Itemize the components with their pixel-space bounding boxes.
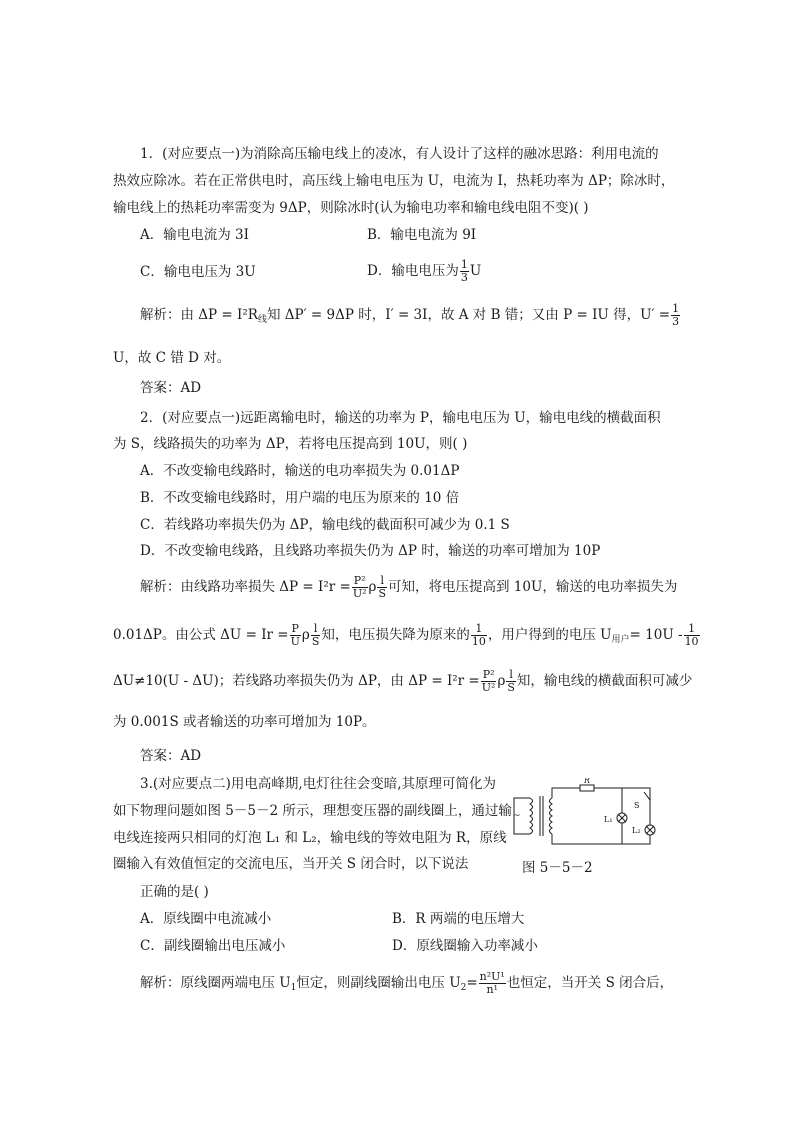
figure-caption: 图 5－5－2 (522, 860, 593, 876)
q2-analysis-line4: 为 0.001S 或者输送的功率可增加为 10P。 (113, 714, 376, 730)
lamp-l1 (617, 813, 627, 823)
q2-an1-rho: ρ (368, 579, 377, 595)
fraction-numerator: P² (482, 668, 495, 681)
q2-analysis-line1 (140, 570, 677, 604)
q3-option-c: C．副线圈输出电压减小 (140, 938, 286, 954)
fraction-denominator: S (378, 587, 386, 600)
fraction-numerator: 1 (684, 623, 700, 636)
q2-an3-text-a: ΔU≠10(U - ΔU)；若线路功率损失仍为 ΔP，由 ΔP = I²r = (113, 673, 480, 689)
fraction-numerator: 1 (471, 623, 487, 636)
switch-s (644, 792, 650, 800)
q2-answer: 答案：AD (140, 748, 202, 764)
q1-analysis-line2: U，故 C 错 D 对。 (113, 350, 231, 366)
q2-an1-fraction-1 (352, 575, 368, 600)
q2-an2-fraction-4 (684, 623, 700, 648)
q1-analysis-subscript: 线 (257, 315, 267, 325)
q2-an2-rho: ρ (301, 627, 310, 643)
lamp-l2-label: L₂ (632, 826, 641, 835)
fraction-numerator: 1 (672, 302, 680, 315)
q1-option-b: B．输电电流为 9I (367, 227, 477, 243)
q3-option-b: B．R 两端的电压增大 (392, 911, 525, 927)
primary-source (513, 798, 530, 834)
transmission-line (552, 788, 650, 844)
q2-option-a: A．不改变输电线路时，输送的电功率损失为 0.01ΔP (140, 463, 460, 479)
fraction-denominator: 10 (684, 635, 699, 648)
secondary-coil (550, 798, 553, 834)
transformer-core (540, 796, 543, 836)
q3-line1: 3.(对应要点二)用电高峰期,电灯往往会变暗,其原理可简化为 (140, 776, 496, 792)
fraction-denominator: 3 (460, 271, 468, 284)
q3-option-a: A．原线圈中电流减小 (140, 911, 272, 927)
resistor-label: R (584, 778, 591, 785)
switch-label: S (634, 801, 640, 810)
fraction-denominator: U² (481, 681, 496, 694)
q2-an2-text-d: = 10U - (629, 627, 683, 643)
q3-line2: 如下物理问题如图 5－5－2 所示，理想变压器的副线圈上，通过输 (113, 803, 512, 819)
q2-option-d: D．不改变输电线路，且线路功率损失仍为 ΔP 时，输送的功率可增加为 10P (140, 543, 601, 559)
q1-option-a: A．输电电流为 3I (140, 227, 249, 243)
q1-option-d-text: D．输电电压为 (367, 263, 459, 279)
q3-an-text-b: 恒定，则副线圈输出电压 U (296, 975, 461, 991)
q2-an2-subscript: 用户 (611, 635, 630, 645)
q3-line4: 圈输入有效值恒定的交流电压，当开关 S 闭合时，以下说法 (113, 856, 469, 872)
q2-an3-rho: ρ (497, 673, 506, 689)
resistor-r (580, 785, 594, 791)
q2-option-b: B．不改变输电线路时，用户端的电压为原来的 10 倍 (140, 490, 460, 506)
fraction-numerator: l (506, 669, 516, 682)
q2-an2-fraction-1 (290, 623, 301, 648)
q3-line5: 正确的是( ) (140, 884, 209, 900)
lamp-l2 (645, 825, 655, 835)
fraction-numerator: l (377, 575, 387, 588)
q1-option-d-unit: U (469, 263, 482, 279)
fraction-denominator: 3 (672, 315, 680, 328)
q1-line3: 输电线上的热耗功率需变为 9ΔP，则除冰时(认为输电功率和输电线电阻不变)( ) (113, 200, 589, 216)
q1-analysis-text-a: 解析：由 ΔP = I²R (140, 307, 258, 323)
ac-source-symbol: ~ (513, 811, 521, 821)
q2-an3-fraction-1 (481, 669, 497, 694)
q1-line2: 热效应除冰。若在正常供电时，高压线上输电电压为 U，电流为 I，热耗功率为 ΔP；除冰时， (113, 173, 675, 189)
fraction-denominator: U (290, 635, 300, 648)
q2-an3-fraction-2 (506, 669, 516, 694)
q2-analysis-line3 (113, 664, 692, 698)
q2-an3-text-b: 知，输电线的横截面积可减少 (516, 673, 693, 689)
primary-coil (530, 798, 533, 834)
q2-an2-text-b: 知，电压损失降为原来的 (321, 627, 470, 643)
q3-an-fraction (479, 971, 506, 996)
q2-an1-fraction-2 (377, 575, 387, 600)
fraction-numerator: l (311, 623, 321, 636)
q3-option-d: D．原线圈输入功率减小 (392, 938, 538, 954)
lamp-l1-label: L₁ (604, 815, 613, 824)
q2-line1: 2．(对应要点一)远距离输电时，输送的功率为 P，输电电压为 U，输电电线的横截面积 (140, 410, 661, 426)
q3-an-subscript-1: 1 (290, 983, 297, 993)
q1-analysis-fraction (671, 303, 680, 328)
q1-analysis (140, 300, 681, 335)
fraction-numerator: P² (353, 574, 366, 587)
q1-answer: 答案：AD (140, 380, 202, 396)
q2-option-c: C．若线路功率损失仍为 ΔP，输电线的截面积可减少为 0.1 S (140, 517, 510, 533)
circuit-figure (510, 778, 660, 848)
q2-analysis-line2 (113, 618, 701, 657)
fraction-denominator: 10 (471, 635, 486, 648)
q3-an-text-a: 解析：原线圈两端电压 U (140, 975, 291, 991)
fraction-denominator: S (507, 681, 515, 694)
q3-an-subscript-2: 2 (460, 983, 467, 993)
fraction-numerator: n²U¹ (479, 970, 505, 983)
q1-option-d-fraction (460, 259, 469, 284)
fraction-denominator: S (311, 635, 320, 648)
q1-option-c: C．输电电压为 3U (140, 264, 256, 280)
q3-line3: 电线连接两只相同的灯泡 L₁ 和 L₂，输电线的等效电阻为 R，原线 (113, 830, 507, 846)
q2-an2-fraction-2 (311, 623, 321, 648)
q1-option-d (367, 256, 481, 286)
q2-an2-text-c: ，用户得到的电压 U (487, 627, 612, 643)
q1-line1: 1．(对应要点一)为消除高压输电线上的凌冰，有人设计了这样的融冰思路：利用电流的 (140, 146, 659, 162)
fraction-denominator: U² (352, 587, 367, 600)
q3-analysis (140, 966, 673, 1005)
q3-an-text-c: 也恒定，当开关 S 闭合后， (506, 975, 674, 991)
q2-an2-text-a: 0.01ΔP。由公式 ΔU = Ir = (113, 627, 289, 643)
fraction-numerator: P (291, 622, 299, 635)
fraction-denominator: n¹ (486, 983, 498, 996)
fraction-numerator: 1 (460, 258, 468, 271)
q2-an1-text-b: 可知，将电压提高到 10U，输送的电功率损失为 (388, 579, 678, 595)
q2-an2-fraction-3 (471, 623, 487, 648)
q3-an-equals: = (466, 975, 478, 991)
q1-analysis-text-b: 知 ΔP′ = 9ΔP 时，I′ = 3I，故 A 对 B 错；又由 P = IU 得，U′ = (266, 307, 671, 323)
q2-line2: 为 S，线路损失的功率为 ΔP，若将电压提高到 10U，则( ) (113, 436, 468, 452)
q2-an1-text-a: 解析：由线路功率损失 ΔP = I²r = (140, 579, 351, 595)
